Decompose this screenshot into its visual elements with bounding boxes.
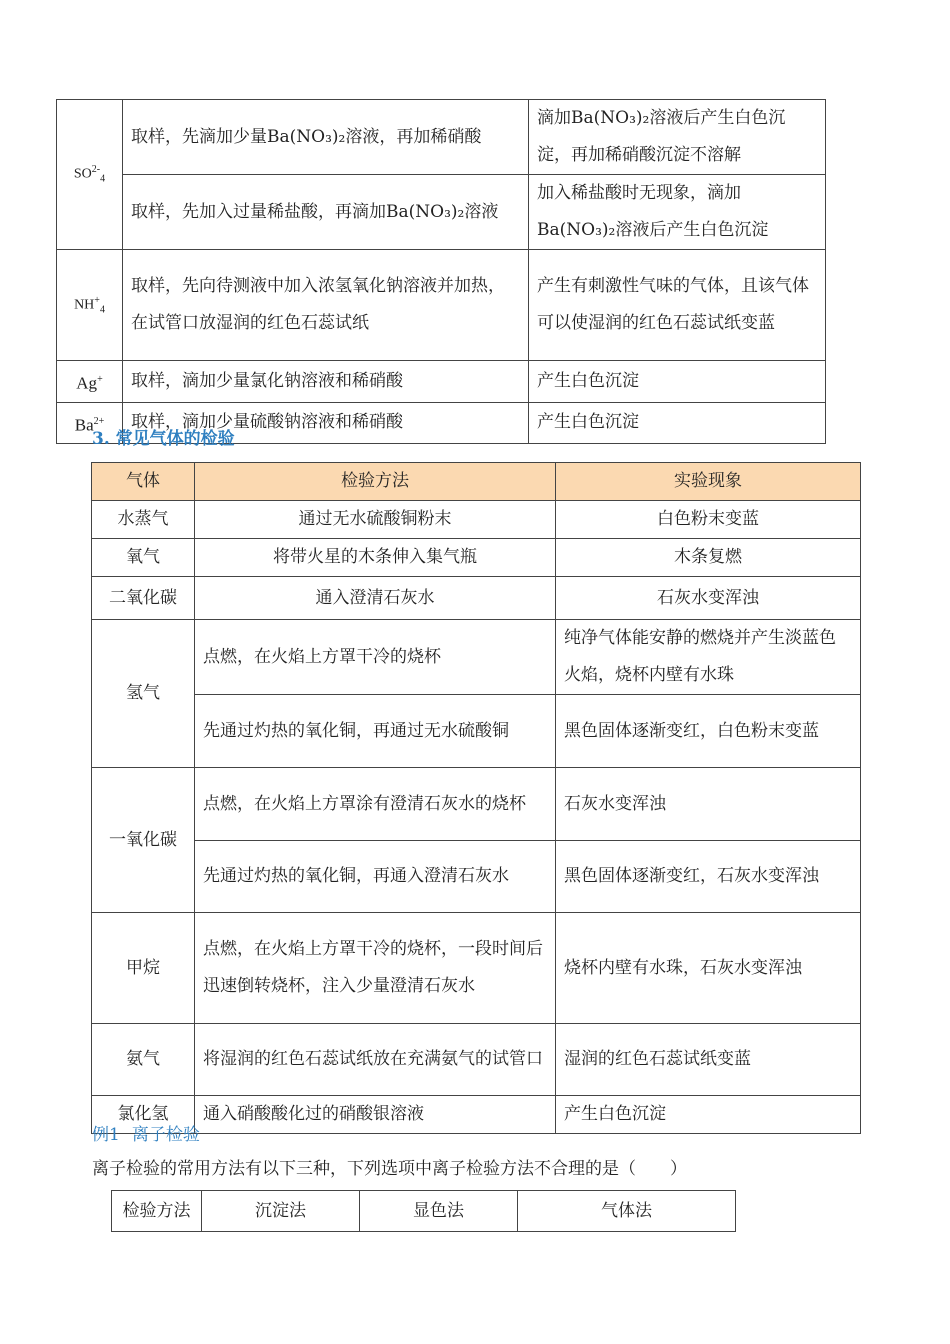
result-cell: 白色粉末变蓝 bbox=[556, 501, 861, 539]
table-row bbox=[57, 250, 826, 361]
table-row bbox=[92, 695, 861, 768]
gas-cell: 氢气 bbox=[92, 620, 195, 768]
table-row bbox=[57, 100, 826, 175]
column-header: 沉淀法 bbox=[202, 1191, 360, 1232]
question-text: 离子检验的常用方法有以下三种，下列选项中离子检验方法不合理的是（ ） bbox=[92, 1159, 687, 1179]
column-header: 气体 bbox=[92, 463, 195, 501]
result-cell: 纯净气体能安静的燃烧并产生淡蓝色火焰，烧杯内壁有水珠 bbox=[556, 620, 861, 695]
ion-cell: Ag+ bbox=[57, 361, 123, 403]
gas-cell: 甲烷 bbox=[92, 913, 195, 1024]
table-row bbox=[92, 768, 861, 841]
method-cell: 先通过灼热的氧化铜，再通过无水硫酸铜 bbox=[195, 695, 556, 768]
gas-cell: 氨气 bbox=[92, 1024, 195, 1096]
example-label bbox=[92, 1122, 200, 1148]
column-header: 显色法 bbox=[360, 1191, 518, 1232]
method-cell: 取样，先滴加少量Ba(NO₃)₂溶液，再加稀硝酸 bbox=[123, 100, 529, 175]
ion-test-table bbox=[56, 99, 826, 444]
method-cell: 通入澄清石灰水 bbox=[195, 577, 556, 620]
method-cell: 取样，先加入过量稀盐酸，再滴加Ba(NO₃)₂溶液 bbox=[123, 175, 529, 250]
ion-cell: $SO^{2-}_4$ bbox=[57, 100, 123, 250]
table-row bbox=[92, 577, 861, 620]
table-row bbox=[92, 913, 861, 1024]
table-row bbox=[92, 539, 861, 577]
method-table bbox=[111, 1190, 736, 1232]
result-cell: 滴加Ba(NO₃)₂溶液后产生白色沉淀，再加稀硝酸沉淀不溶解 bbox=[529, 100, 826, 175]
method-cell: 点燃，在火焰上方罩干冷的烧杯，一段时间后迅速倒转烧杯，注入少量澄清石灰水 bbox=[195, 913, 556, 1024]
method-cell: 取样，滴加少量氯化钠溶液和稀硝酸 bbox=[123, 361, 529, 403]
gas-test-table bbox=[91, 462, 861, 1134]
method-cell: 将湿润的红色石蕊试纸放在充满氨气的试管口 bbox=[195, 1024, 556, 1096]
method-cell: 取样，先向待测液中加入浓氢氧化钠溶液并加热，在试管口放湿润的红色石蕊试纸 bbox=[123, 250, 529, 361]
result-cell: 石灰水变浑浊 bbox=[556, 577, 861, 620]
result-cell: 产生白色沉淀 bbox=[529, 361, 826, 403]
table-row bbox=[92, 620, 861, 695]
result-cell: 黑色固体逐渐变红，白色粉末变蓝 bbox=[556, 695, 861, 768]
example-number: 例1 bbox=[92, 1125, 120, 1145]
table-row bbox=[92, 841, 861, 913]
table-row bbox=[92, 501, 861, 539]
result-cell: 烧杯内壁有水珠，石灰水变浑浊 bbox=[556, 913, 861, 1024]
column-header: 检验方法 bbox=[112, 1191, 202, 1232]
result-cell: 湿润的红色石蕊试纸变蓝 bbox=[556, 1024, 861, 1096]
column-header: 气体法 bbox=[518, 1191, 736, 1232]
gas-cell: 水蒸气 bbox=[92, 501, 195, 539]
table-header-row bbox=[92, 463, 861, 501]
column-header: 实验现象 bbox=[556, 463, 861, 501]
column-header: 检验方法 bbox=[195, 463, 556, 501]
method-cell: 取样，滴加少量硫酸钠溶液和稀硝酸 bbox=[123, 402, 529, 444]
result-cell: 黑色固体逐渐变红，石灰水变浑浊 bbox=[556, 841, 861, 913]
method-cell: 点燃，在火焰上方罩涂有澄清石灰水的烧杯 bbox=[195, 768, 556, 841]
gas-cell: 氯化氢 bbox=[92, 1096, 195, 1134]
method-cell: 将带火星的木条伸入集气瓶 bbox=[195, 539, 556, 577]
table-row bbox=[57, 361, 826, 403]
result-cell: 产生白色沉淀 bbox=[556, 1096, 861, 1134]
gas-cell: 一氧化碳 bbox=[92, 768, 195, 913]
result-cell: 石灰水变浑浊 bbox=[556, 768, 861, 841]
table-header-row bbox=[112, 1191, 736, 1232]
method-cell: 通入硝酸酸化过的硝酸银溶液 bbox=[195, 1096, 556, 1134]
result-cell: 产生有刺激性气味的气体，且该气体可以使湿润的红色石蕊试纸变蓝 bbox=[529, 250, 826, 361]
section-title: 3. 常见气体的检验 bbox=[92, 429, 235, 449]
result-cell: 产生白色沉淀 bbox=[529, 402, 826, 444]
table-row bbox=[92, 1024, 861, 1096]
method-cell: 先通过灼热的氧化铜，再通入澄清石灰水 bbox=[195, 841, 556, 913]
table-row bbox=[92, 1096, 861, 1134]
ion-cell: $NH^+_4$ bbox=[57, 250, 123, 361]
gas-cell: 氧气 bbox=[92, 539, 195, 577]
ion-cell: $Ba^{2+}$ bbox=[57, 402, 123, 444]
method-cell: 点燃，在火焰上方罩干冷的烧杯 bbox=[195, 620, 556, 695]
result-cell: 木条复燃 bbox=[556, 539, 861, 577]
table-row bbox=[57, 175, 826, 250]
gas-cell: 二氧化碳 bbox=[92, 577, 195, 620]
method-cell: 通过无水硫酸铜粉末 bbox=[195, 501, 556, 539]
result-cell: 加入稀盐酸时无现象，滴加Ba(NO₃)₂溶液后产生白色沉淀 bbox=[529, 175, 826, 250]
example-topic: 离子检验 bbox=[131, 1125, 200, 1145]
